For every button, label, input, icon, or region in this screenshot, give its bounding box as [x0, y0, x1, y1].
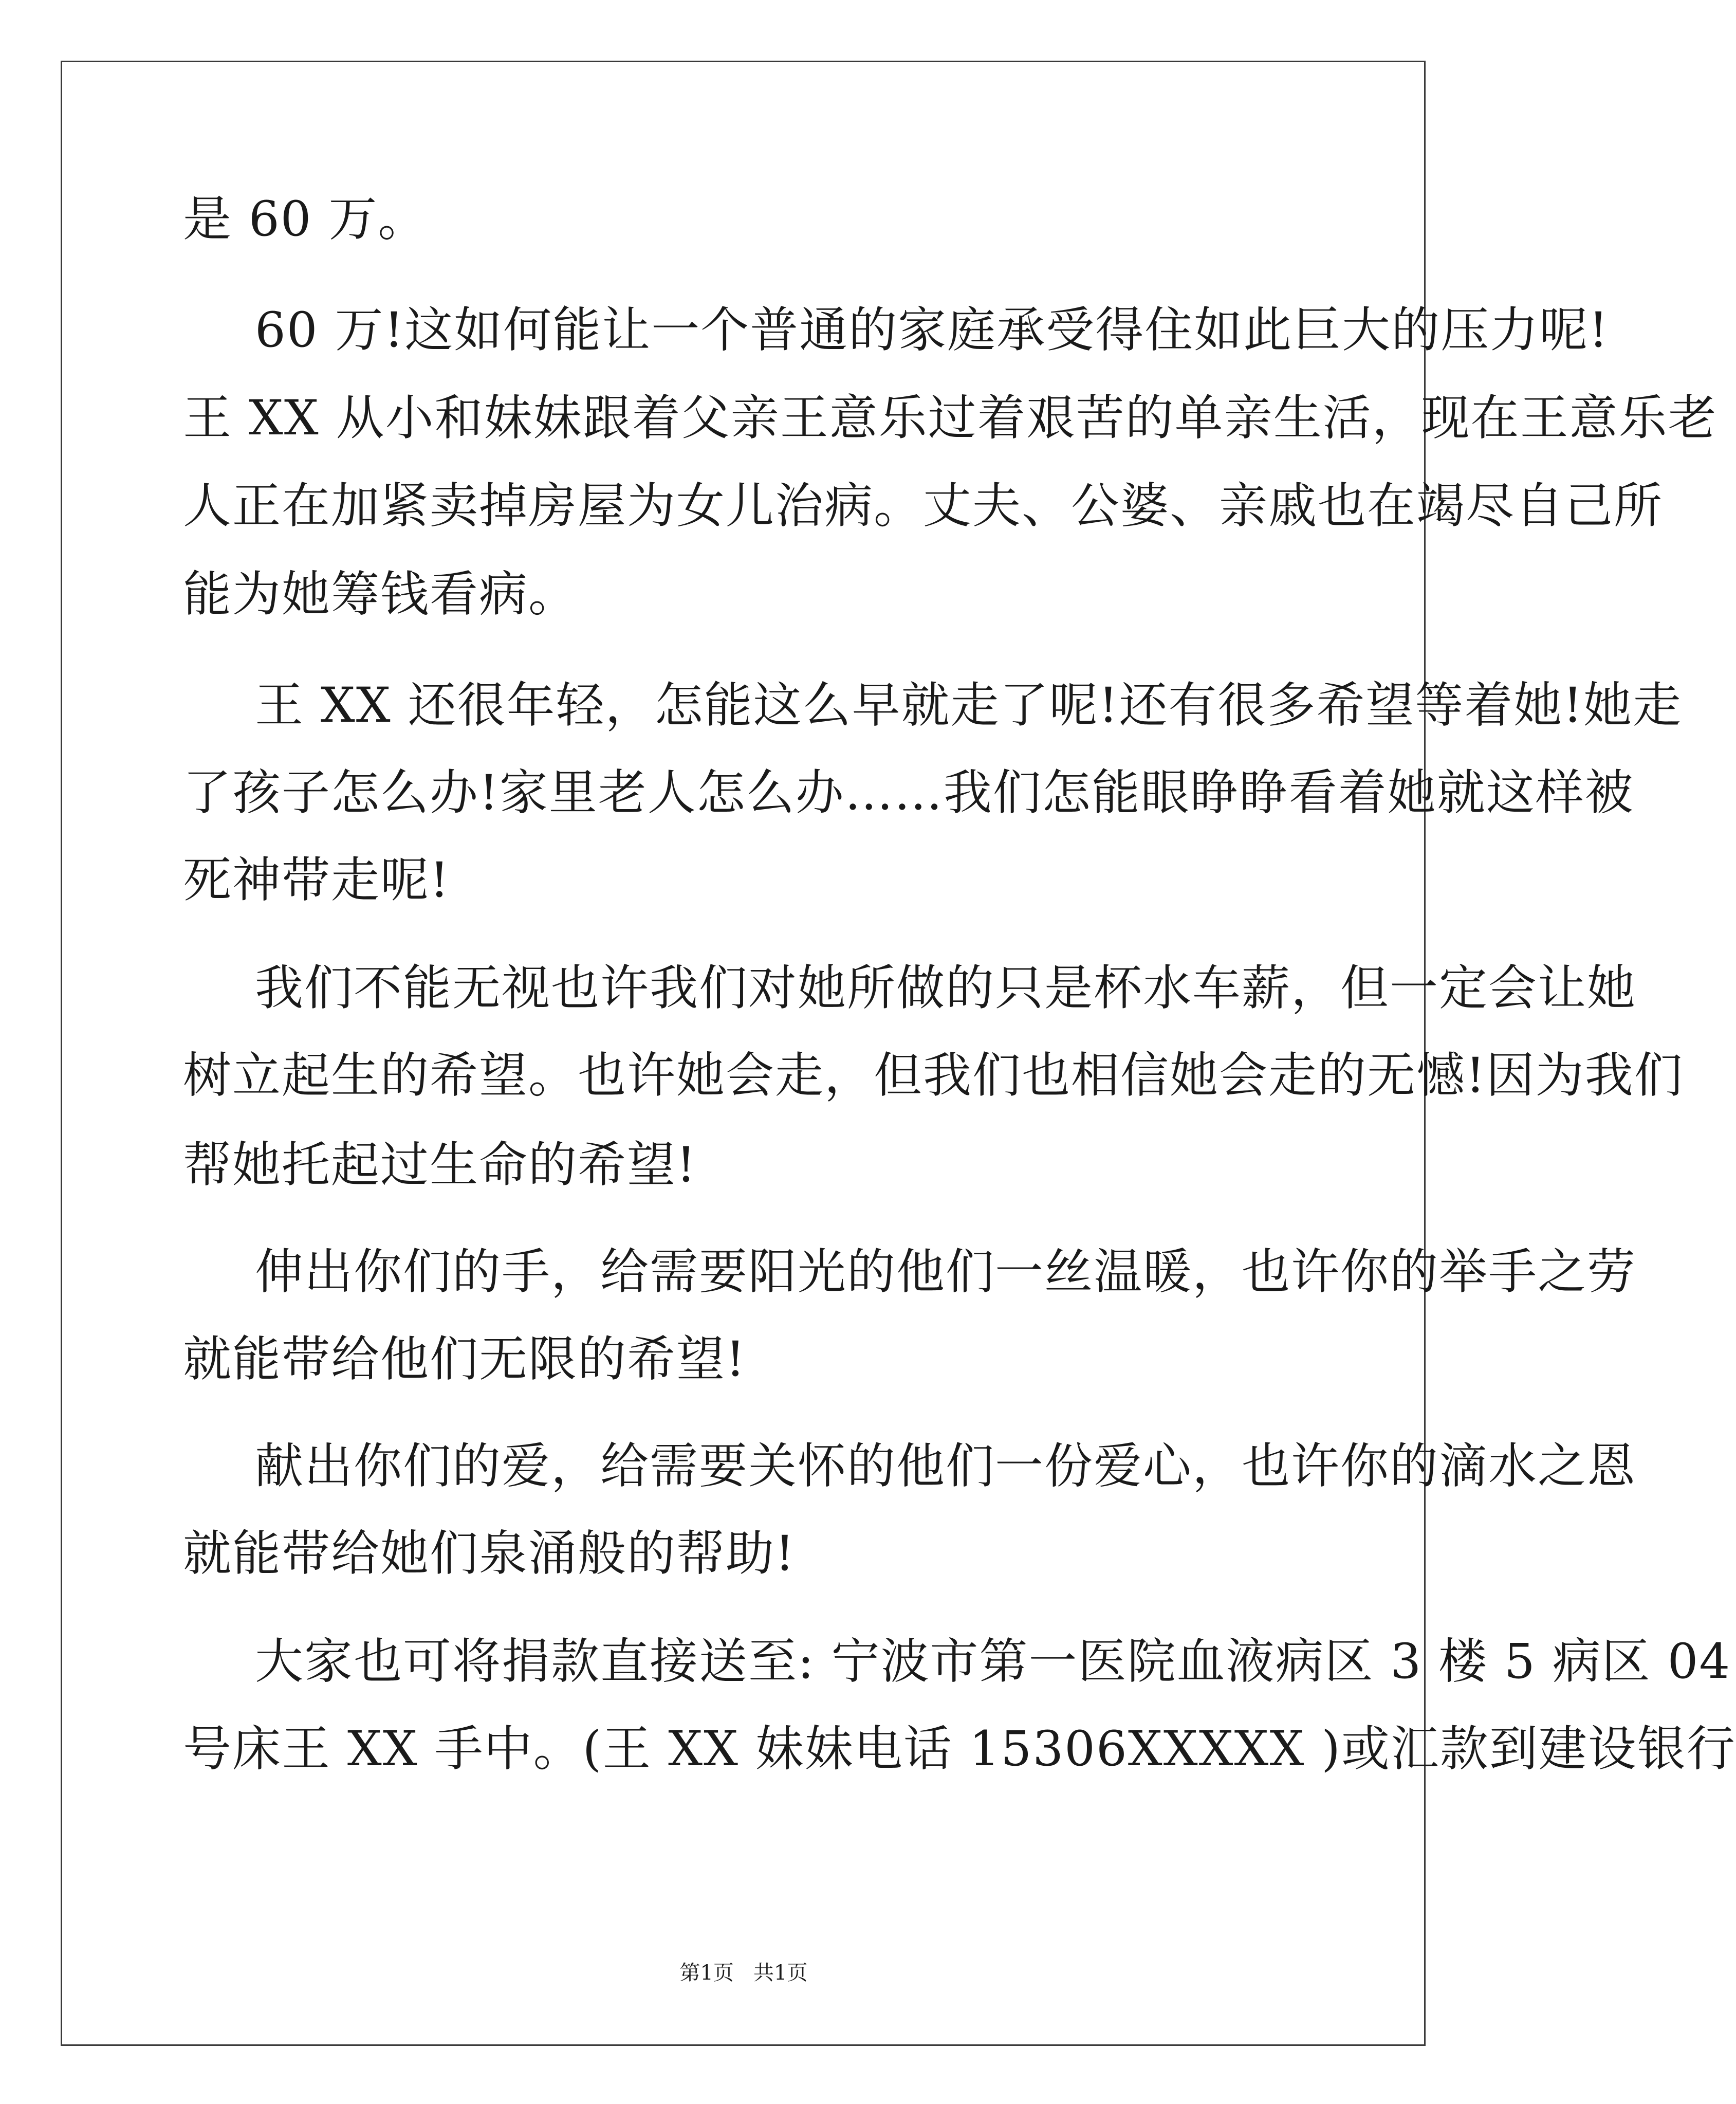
text-line: 我们不能无视也许我们对她所做的只是杯水车薪，但一定会让她: [255, 960, 1637, 1016]
text-line: 能为她筹钱看病。: [183, 566, 578, 623]
text-line: 人正在加紧卖掉房屋为女儿治病。丈夫、公婆、亲戚也在竭尽自己所: [183, 478, 1664, 534]
text-line: 60 万!这如何能让一个普通的家庭承受得住如此巨大的压力呢!: [255, 302, 1610, 358]
text-line: 死神带走呢!: [183, 852, 450, 908]
text-line: 就能带给他们无限的希望!: [183, 1331, 746, 1387]
text-line: 树立起生的希望。也许她会走，但我们也相信她会走的无憾!因为我们: [183, 1048, 1684, 1104]
text-line: 献出你们的爱，给需要关怀的他们一份爱心，也许你的滴水之恩: [255, 1438, 1637, 1494]
text-line: 了孩子怎么办!家里老人怎么办……我们怎能眼睁睁看着她就这样被: [183, 765, 1634, 821]
text-line: 王 XX 从小和妹妹跟着父亲王意乐过着艰苦的单亲生活，现在王意乐老: [183, 390, 1717, 446]
text-line: 大家也可将捐款直接送至: 宁波市第一医院血液病区 3 楼 5 病区 04: [255, 1634, 1731, 1690]
text-line: 是 60 万。: [183, 191, 428, 247]
page-number-footer: 第1页 共1页: [679, 1961, 808, 1985]
text-line: 号床王 XX 手中。(王 XX 妹妹电话 15306XXXXX )或汇款到建设银行: [183, 1721, 1736, 1777]
text-line: 帮她托起过生命的希望!: [183, 1137, 697, 1193]
text-line: 王 XX 还很年轻，怎能这么早就走了呢!还有很多希望等着她!她走: [255, 678, 1683, 734]
text-line: 伸出你们的手，给需要阳光的他们一丝温暖，也许你的举手之劳: [255, 1244, 1637, 1300]
text-line: 就能带给她们泉涌般的帮助!: [183, 1526, 796, 1582]
